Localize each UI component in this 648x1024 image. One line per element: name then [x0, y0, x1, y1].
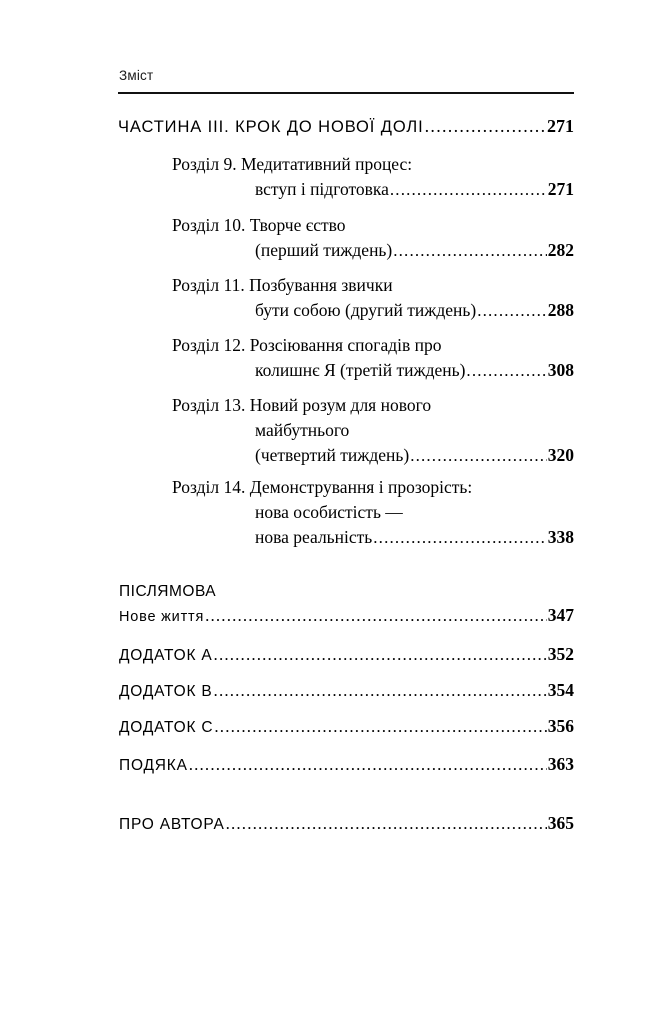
header-rule: [118, 92, 574, 94]
toc-chapter-line: [172, 443, 574, 468]
toc-chapter-line: [172, 475, 574, 500]
dot-leader: [466, 362, 546, 380]
dot-leader: [189, 756, 547, 772]
dot-leader: [393, 242, 547, 260]
toc-chapter-text: колишнє Я (третій тиждень): [255, 360, 466, 380]
dot-leader: [205, 607, 547, 623]
toc-backmatter-label: ДОДАТОК А: [119, 647, 213, 664]
dot-leader: [214, 682, 547, 698]
toc-chapter-page: 338: [547, 527, 574, 547]
toc-chapter-text: майбутнього: [255, 420, 350, 440]
toc-chapter-line: [172, 418, 574, 443]
toc-chapter-line: [172, 525, 574, 550]
toc-chapter-text: нова особистість —: [255, 502, 403, 522]
toc-chapter-text: бути собою (другий тиждень): [255, 300, 477, 320]
toc-chapter-line: [172, 500, 574, 525]
toc-chapter-line: [172, 393, 574, 418]
dot-leader: [214, 718, 546, 734]
toc-chapter-line: [172, 213, 574, 238]
toc-chapter-line: [172, 177, 574, 202]
toc-backmatter-entry[interactable]: [119, 813, 574, 834]
toc-chapter-text: Розділ 9. Медитативний процес:: [172, 154, 413, 174]
toc-backmatter-page: 352: [547, 644, 574, 664]
toc-chapter-text: (четвертий тиждень): [255, 445, 410, 465]
toc-chapter-line: [172, 358, 574, 383]
toc-part-title: ЧАСТИНА III. КРОК ДО НОВОЇ ДОЛІ: [118, 118, 424, 136]
toc-afterword-entry[interactable]: [119, 605, 574, 626]
toc-backmatter-label: ПОДЯКА: [119, 757, 188, 774]
toc-backmatter-label: ПРО АВТОРА: [119, 816, 225, 833]
toc-afterword-label: ПІСЛЯМОВА: [119, 583, 217, 600]
toc-chapter-line: [172, 333, 574, 358]
toc-chapter-page: 320: [547, 445, 574, 465]
toc-afterword-title: Нове життя: [119, 609, 205, 625]
toc-part-entry[interactable]: [118, 116, 574, 137]
toc-chapter-line: [172, 273, 574, 298]
toc-backmatter-label: ДОДАТОК В: [119, 683, 213, 700]
toc-chapter-line: [172, 152, 574, 177]
toc-chapter-line: [172, 238, 574, 263]
dot-leader: [373, 529, 546, 547]
toc-backmatter-page: 363: [547, 754, 574, 774]
toc-backmatter-page: 365: [547, 813, 574, 833]
toc-backmatter-entry[interactable]: [119, 644, 574, 665]
toc-backmatter-page: 356: [547, 716, 574, 736]
toc-chapter-page: 308: [547, 360, 574, 380]
toc-chapter-text: Розділ 10. Творче єство: [172, 215, 346, 235]
dot-leader: [226, 815, 547, 831]
toc-chapter-entry[interactable]: [172, 475, 574, 550]
toc-chapter-entry[interactable]: [172, 213, 574, 263]
toc-chapter-entry[interactable]: [172, 393, 574, 468]
toc-chapter-text: Розділ 13. Новий розум для нового: [172, 395, 432, 415]
dot-leader: [425, 117, 546, 133]
toc-chapter-entry[interactable]: [172, 333, 574, 383]
toc-chapter-page: 288: [547, 300, 574, 320]
toc-chapter-entry[interactable]: [172, 152, 574, 202]
running-head: Зміст: [119, 68, 154, 83]
toc-part-page: 271: [547, 116, 574, 136]
toc-chapter-page: 282: [547, 240, 574, 260]
toc-backmatter-entry[interactable]: [119, 680, 574, 701]
toc-backmatter-entry[interactable]: [119, 716, 574, 737]
toc-chapter-entry[interactable]: [172, 273, 574, 323]
toc-backmatter-entry[interactable]: [119, 754, 574, 775]
toc-chapter-text: Розділ 11. Позбування звички: [172, 275, 393, 295]
dot-leader: [214, 646, 547, 662]
dot-leader: [477, 302, 547, 320]
toc-afterword-page: 347: [547, 605, 574, 625]
toc-chapter-text: вступ і підготовка: [255, 179, 389, 199]
toc-chapter-text: (перший тиждень): [255, 240, 393, 260]
toc-chapter-page: 271: [547, 179, 574, 199]
toc-backmatter-label: ДОДАТОК С: [119, 719, 214, 736]
dot-leader: [390, 181, 547, 199]
dot-leader: [410, 447, 547, 465]
toc-chapter-text: Розділ 12. Розсіювання спогадів про: [172, 335, 442, 355]
toc-chapter-text: Розділ 14. Демонстрування і прозорість:: [172, 477, 473, 497]
toc-chapter-text: нова реальність: [255, 527, 373, 547]
toc-backmatter-page: 354: [547, 680, 574, 700]
toc-chapter-line: [172, 298, 574, 323]
